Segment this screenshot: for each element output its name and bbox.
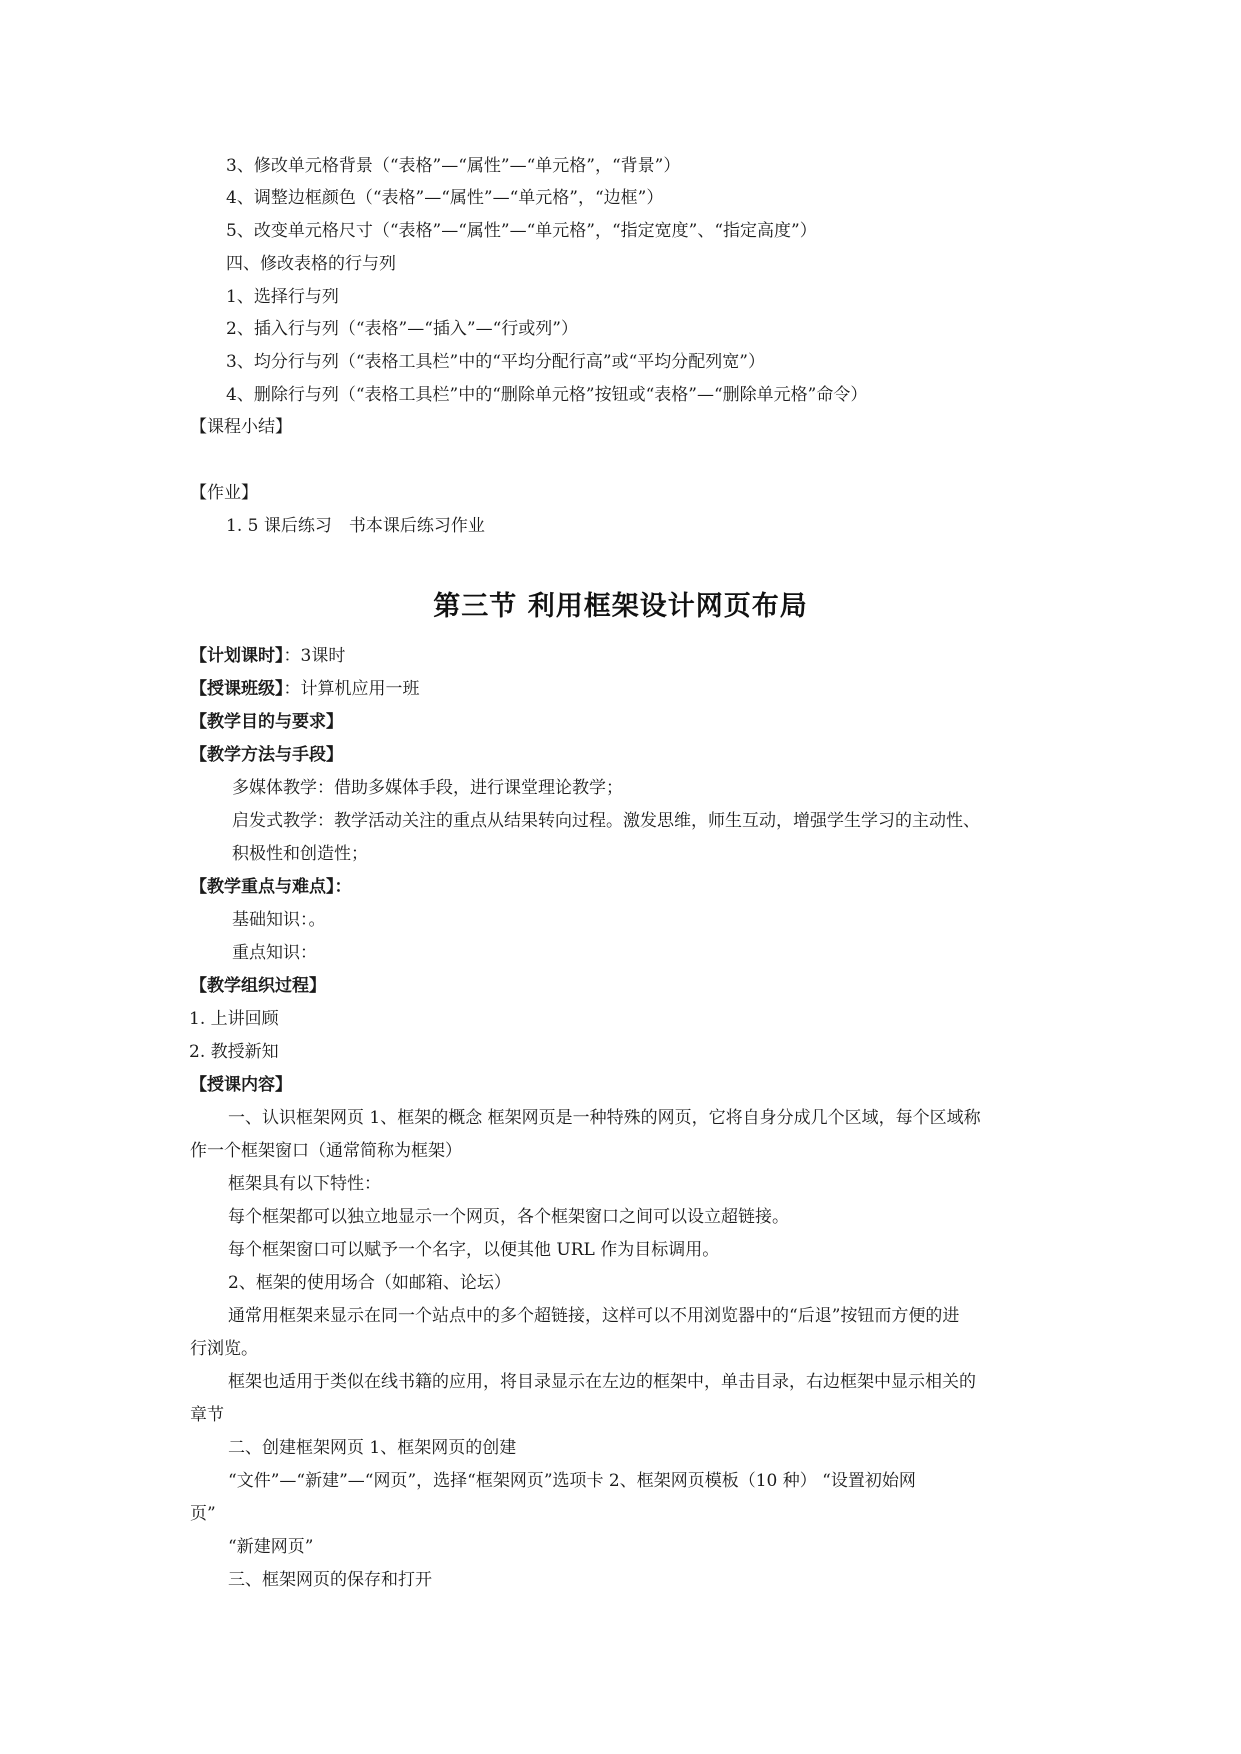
key-point-line: 基础知识：。 (232, 910, 326, 930)
key-point-line: 重点知识： (232, 943, 317, 963)
content-line: 二、创建框架网页 1、框架网页的创建 (228, 1438, 517, 1458)
text-line: 四、修改表格的行与列 (226, 254, 396, 274)
key-points-colon: ： (334, 877, 352, 897)
class-label: 【授课班级】 (190, 679, 284, 699)
content-line: 一、认识框架网页 1、框架的概念 框架网页是一种特殊的网页，它将自身分成几个区域，每个区域称 (228, 1108, 981, 1128)
homework-item: 1. 5 课后练习 书本课后练习作业 (226, 516, 485, 536)
text-line: 3、均分行与列（“表格工具栏”中的“平均分配行高”或“平均分配列宽”） (226, 352, 765, 372)
key-points-heading (190, 876, 352, 898)
text-line: 1、选择行与列 (226, 287, 339, 307)
content-line: 框架也适用于类似在线书籍的应用，将目录显示在左边的框架中，单击目录，右边框架中显示相关的 (228, 1372, 976, 1392)
goals-heading: 【教学目的与要求】 (190, 712, 343, 732)
text-line: 4、调整边框颜色（“表格”—“属性”—“单元格”，“边框”） (226, 188, 664, 208)
method-line: 积极性和创造性； (232, 844, 368, 864)
text-line: 3、修改单元格背景（“表格”—“属性”—“单元格”，“背景”） (226, 156, 681, 176)
method-line: 多媒体教学：借助多媒体手段，进行课堂理论教学； (232, 778, 623, 798)
content-line: 三、框架网页的保存和打开 (228, 1570, 432, 1590)
homework-heading: 【作业】 (190, 483, 258, 503)
class-value: ：计算机应用一班 (283, 679, 420, 699)
planned-hours (190, 645, 345, 667)
process-item: 2. 教授新知 (189, 1042, 279, 1062)
content-line: 作一个框架窗口（通常简称为框架） (190, 1141, 462, 1161)
content-line: “文件”—“新建”—“网页”，选择“框架网页”选项卡 2、框架网页模板（10 种） “设置初始网 (228, 1471, 916, 1491)
class-info (190, 678, 420, 700)
text-line: 4、删除行与列（“表格工具栏”中的“删除单元格”按钮或“表格”—“删除单元格”命令） (226, 385, 868, 405)
planned-hours-value: ：3课时 (283, 646, 346, 666)
content-line: 章节 (190, 1405, 224, 1425)
summary-heading: 【课程小结】 (190, 417, 292, 437)
content-line: “新建网页” (228, 1537, 314, 1557)
content-line: 页” (190, 1504, 216, 1524)
process-heading: 【教学组织过程】 (190, 976, 326, 996)
content-line: 2、框架的使用场合（如邮箱、论坛） (228, 1273, 511, 1293)
content-line: 通常用框架来显示在同一个站点中的多个超链接，这样可以不用浏览器中的“后退”按钮而方便的进 (228, 1306, 960, 1326)
content-line: 每个框架都可以独立地显示一个网页，各个框架窗口之间可以设立超链接。 (228, 1207, 789, 1227)
methods-heading: 【教学方法与手段】 (190, 745, 343, 765)
method-line: 启发式教学：教学活动关注的重点从结果转向过程。激发思维，师生互动，增强学生学习的主动性、 (232, 811, 980, 831)
content-line: 每个框架窗口可以赋予一个名字，以便其他 URL 作为目标调用。 (228, 1240, 720, 1260)
content-line: 框架具有以下特性： (228, 1174, 381, 1194)
content-heading: 【授课内容】 (190, 1075, 292, 1095)
process-item: 1. 上讲回顾 (189, 1009, 279, 1029)
text-line: 5、改变单元格尺寸（“表格”—“属性”—“单元格”，“指定宽度”、“指定高度”） (226, 221, 817, 241)
text-line: 2、插入行与列（“表格”—“插入”—“行或列”） (226, 319, 578, 339)
content-line: 行浏览。 (190, 1339, 258, 1359)
section-title: 第三节 利用框架设计网页布局 (433, 591, 808, 622)
key-points-label: 【教学重点与难点】 (190, 877, 335, 897)
planned-hours-label: 【计划课时】 (190, 646, 284, 666)
